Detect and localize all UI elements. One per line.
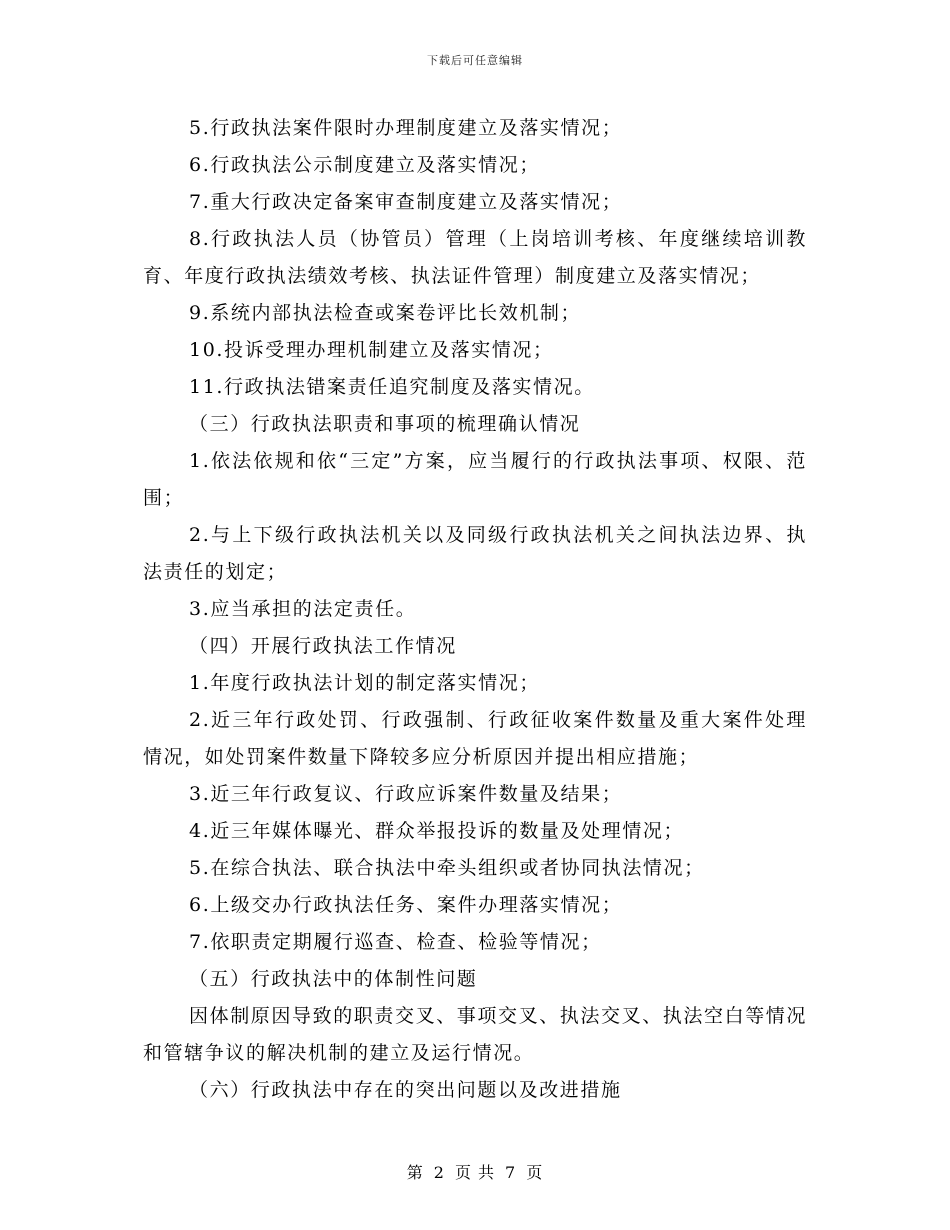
paragraph: 4.近三年媒体曝光、群众举报投诉的数量及处理情况；: [189, 820, 685, 842]
footer-total-pages: 7: [505, 1163, 517, 1182]
paragraph: 5.在综合执法、联合执法中牵头组织或者协同执法情况；: [189, 857, 705, 879]
footer-suffix: 页: [526, 1163, 544, 1182]
page-footer: [0, 1160, 950, 1183]
paragraph: 7.重大行政决定备案审查制度建立及落实情况；: [189, 191, 623, 213]
footer-prefix: 第: [406, 1163, 424, 1182]
paragraph: 3.应当承担的法定责任。: [189, 598, 417, 620]
section-heading: （五）行政执法中的体制性问题: [189, 968, 478, 990]
paragraph: 1.年度行政执法计划的制定落实情况；: [189, 672, 540, 694]
paragraph: 2.近三年行政处罚、行政强制、行政征收案件数量及重大案件处理情况，如处罚案件数量下降较多应分析原因并提出相应措施；: [143, 709, 807, 768]
paragraph: 9.系统内部执法检查或案卷评比长效机制；: [189, 302, 582, 324]
paragraph: 因体制原因导致的职责交叉、事项交叉、执法交叉、执法空白等情况和管辖争议的解决机制的建立及运行情况。: [143, 1005, 808, 1064]
document-body: [143, 110, 807, 1109]
paragraph: 5.行政执法案件限时办理制度建立及落实情况；: [189, 117, 623, 139]
section-heading: （四）开展行政执法工作情况: [189, 635, 457, 657]
paragraph: 6.行政执法公示制度建立及落实情况；: [189, 154, 540, 176]
footer-middle: 页 共: [454, 1163, 496, 1182]
paragraph: 10.投诉受理办理机制建立及落实情况；: [189, 339, 554, 361]
paragraph: 8.行政执法人员（协管员）管理（上岗培训考核、年度继续培训教育、年度行政执法绩效考核、执法证件管理）制度建立及落实情况；: [143, 228, 807, 287]
paragraph: 6.上级交办行政执法任务、案件办理落实情况；: [189, 894, 623, 916]
section-heading: （三）行政执法职责和事项的梳理确认情况: [189, 413, 581, 435]
paragraph: 11.行政执法错案责任追究制度及落实情况。: [189, 376, 595, 398]
header-text: 下载后可任意编辑: [427, 54, 523, 67]
page-header: [0, 52, 950, 68]
section-heading: （六）行政执法中存在的突出问题以及改进措施: [189, 1079, 622, 1101]
paragraph: 2.与上下级行政执法机关以及同级行政执法机关之间执法边界、执法责任的划定；: [143, 524, 807, 583]
footer-page-number: 2: [433, 1163, 445, 1182]
paragraph: 1.依法依规和依“三定”方案，应当履行的行政执法事项、权限、范围；: [143, 450, 807, 509]
paragraph: 7.依职责定期履行巡查、检查、检验等情况；: [189, 931, 602, 953]
paragraph: 3.近三年行政复议、行政应诉案件数量及结果；: [189, 783, 623, 805]
